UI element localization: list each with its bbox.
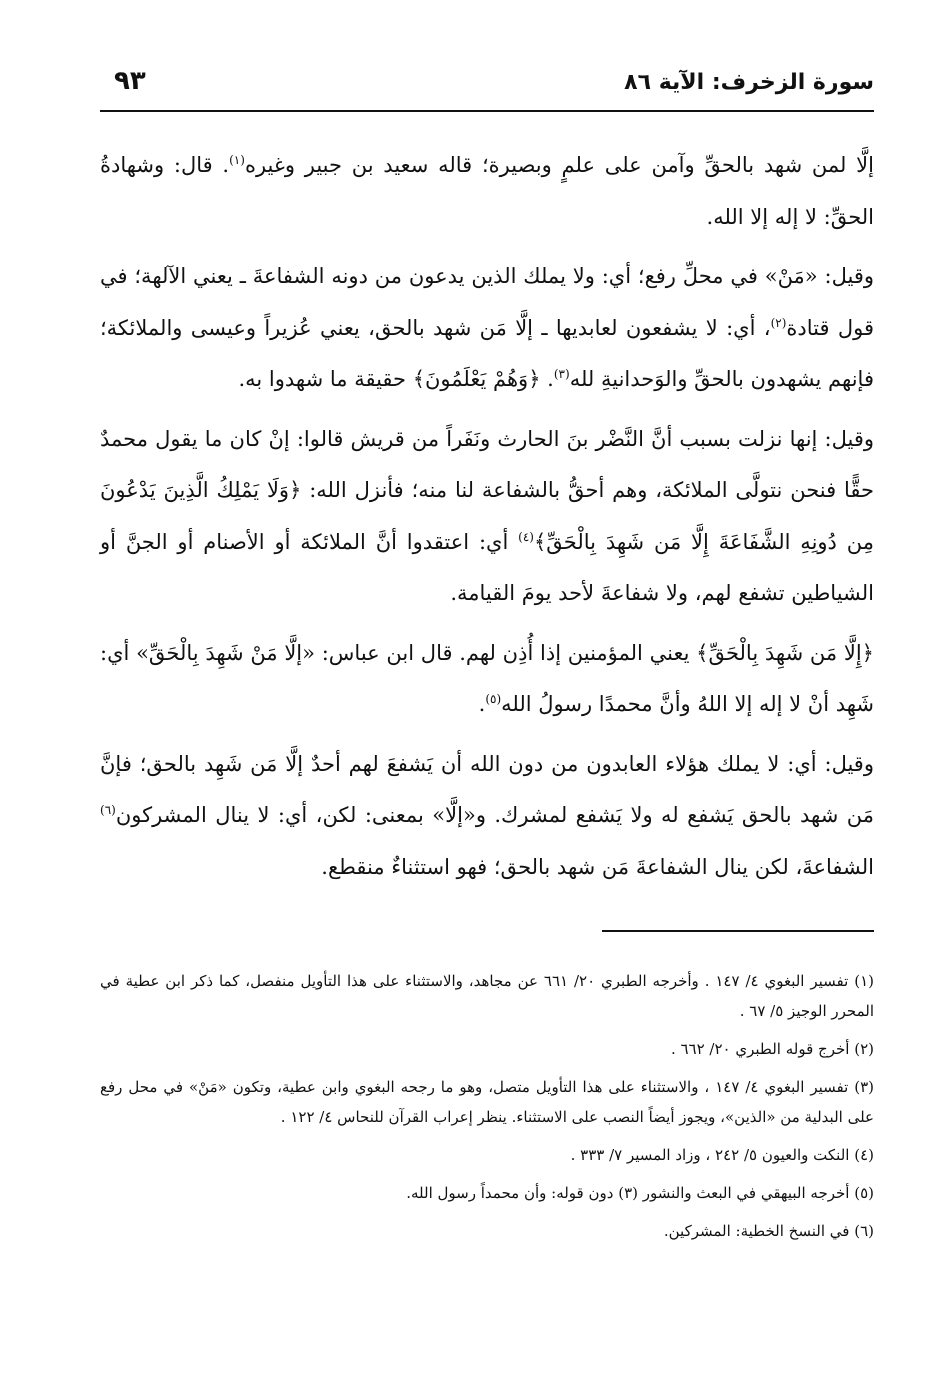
paragraph-3	[100, 414, 874, 620]
footnote-ref-3: (٣)	[553, 367, 570, 381]
paragraph-text: .	[478, 692, 486, 716]
paragraph-5	[100, 739, 874, 894]
footnote-ref-2: (٢)	[770, 315, 787, 330]
paragraph-text: إلَّا لمن شهد بالحقِّ وآمن على علمٍ وبصيرة؛ قاله سعيد بن جبير وغيره	[244, 153, 874, 177]
footnote-ref-4: (٤)	[518, 529, 534, 544]
paragraph-text: وقيل: «مَنْ» في محلِّ رفع؛ أي: ولا يملك الذين يدعون من دونه الشفاعةَ ـ يعني الآلهة؛ في قول قتادة	[100, 264, 874, 340]
footnotes	[100, 966, 874, 1254]
footnote-ref-5: (٥)	[485, 692, 502, 706]
footnote-text: تفسير البغوي ٤/ ١٤٧ ، والاستثناء على هذا التأويل متصل، وهو ما رجحه البغوي وابن عطية، وتكون «مَنْ» في محل رفع على البدلية من «الذين»، ويجوز أيضاً النصب على الاستثناء. ينظر إعراب القرآن للنحاس ٤/ ١٢٢ .	[100, 1078, 874, 1126]
footnote-6	[100, 1216, 874, 1246]
footnote-number: (٥)	[854, 1184, 874, 1202]
paragraph-text: الشفاعةَ، لكن ينال الشفاعةَ مَن شهد بالحق؛ فهو استثناءٌ منقطع.	[321, 854, 874, 879]
paragraph-text: وقيل: أي: لا يملك هؤلاء العابدون من دون الله أن يَشفعَ لهم أحدٌ إلَّا مَن شَهِد بالحق؛ فإنَّ مَن شهد بالحق يَشفع له ولا يَشفع لمشرك. و«إلَّا» بمعنى: لكن، أي: لا ينال المشركون	[100, 751, 874, 827]
main-text	[100, 140, 874, 901]
paragraph-text: وقيل: إنها نزلت بسبب أنَّ النَّضْر بنَ الحارث ونَفَراً من قريش قالوا: إنْ كان ما يقول محمدٌ حقًّا فنحن نتولَّى الملائكة، وهم أحقُّ بالشفاعة لنا منه؛ فأنزل الله: ﴿وَلَا يَمْلِكُ الَّذِينَ يَدْعُونَ مِن دُونِهِ الشَّفَاعَةَ إِلَّا مَن شَهِدَ بِالْحَقِّ﴾	[100, 426, 874, 554]
footnote-number: (١)	[854, 972, 874, 990]
footnote-ref-1: (١)	[229, 153, 245, 167]
paragraph-2	[100, 251, 874, 406]
footnote-ref-6: (٦)	[100, 803, 116, 817]
paragraph-text: . ﴿وَهُمْ يَعْلَمُونَ﴾ حقيقة ما شهدوا به.	[238, 367, 554, 391]
surah-verse-title: سورة الزخرف: الآية ٨٦	[624, 70, 874, 95]
footnote-2	[100, 1034, 874, 1064]
footnote-separator	[602, 930, 874, 932]
paragraph-text: ، أي: لا يشفعون لعابديها ـ إلَّا مَن شهد بالحق، يعني عُزيراً وعيسى والملائكة؛ فإنهم يشهدون بالحقِّ والوَحدانيةِ لله	[100, 315, 874, 391]
footnote-text: أخرج قوله الطبري ٢٠/ ٦٦٢ .	[670, 1040, 850, 1058]
page-number: ٩٣	[114, 66, 146, 96]
paragraph-text: أي: اعتقدوا أنَّ الملائكة أو الأصنام أو الجنَّ أو الشياطين تشفع لهم، ولا شفاعةَ لأحد يومَ القيامة.	[100, 529, 874, 605]
footnote-5	[100, 1178, 874, 1208]
footnote-text: النكت والعيون ٥/ ٢٤٢ ، وزاد المسير ٧/ ٣٣٣ .	[570, 1146, 850, 1164]
footnote-3	[100, 1072, 874, 1132]
paragraph-4	[100, 628, 874, 731]
footnote-number: (٢)	[854, 1040, 874, 1058]
paragraph-1	[100, 140, 874, 243]
footnote-text: تفسير البغوي ٤/ ١٤٧ . وأخرجه الطبري ٢٠/ ٦٦١ عن مجاهد، والاستثناء على هذا التأويل منفصل، كما ذكر ابن عطية في المحرر الوجيز ٥/ ٦٧ .	[100, 972, 874, 1020]
paragraph-text: . قال: وشهادةُ الحقِّ: لا إله إلا الله.	[100, 153, 874, 229]
running-header	[100, 66, 874, 112]
footnote-4	[100, 1140, 874, 1170]
paragraph-text: ﴿إِلَّا مَن شَهِدَ بِالْحَقِّ﴾ يعني المؤمنين إذا أُذِن لهم. قال ابن عباس: «إلَّا مَنْ شَهِدَ بِالْحَقِّ» أي: شَهِد أنْ لا إله إلا اللهُ وأنَّ محمدًا رسولُ الله	[100, 640, 874, 716]
footnote-number: (٣)	[854, 1078, 874, 1096]
footnote-number: (٦)	[854, 1222, 874, 1240]
footnote-text: في النسخ الخطية: المشركين.	[663, 1222, 850, 1240]
footnote-number: (٤)	[854, 1146, 874, 1164]
footnote-text: أخرجه البيهقي في البعث والنشور (٣) دون قوله: وأن محمداً رسول الله.	[406, 1184, 850, 1202]
footnote-1	[100, 966, 874, 1026]
